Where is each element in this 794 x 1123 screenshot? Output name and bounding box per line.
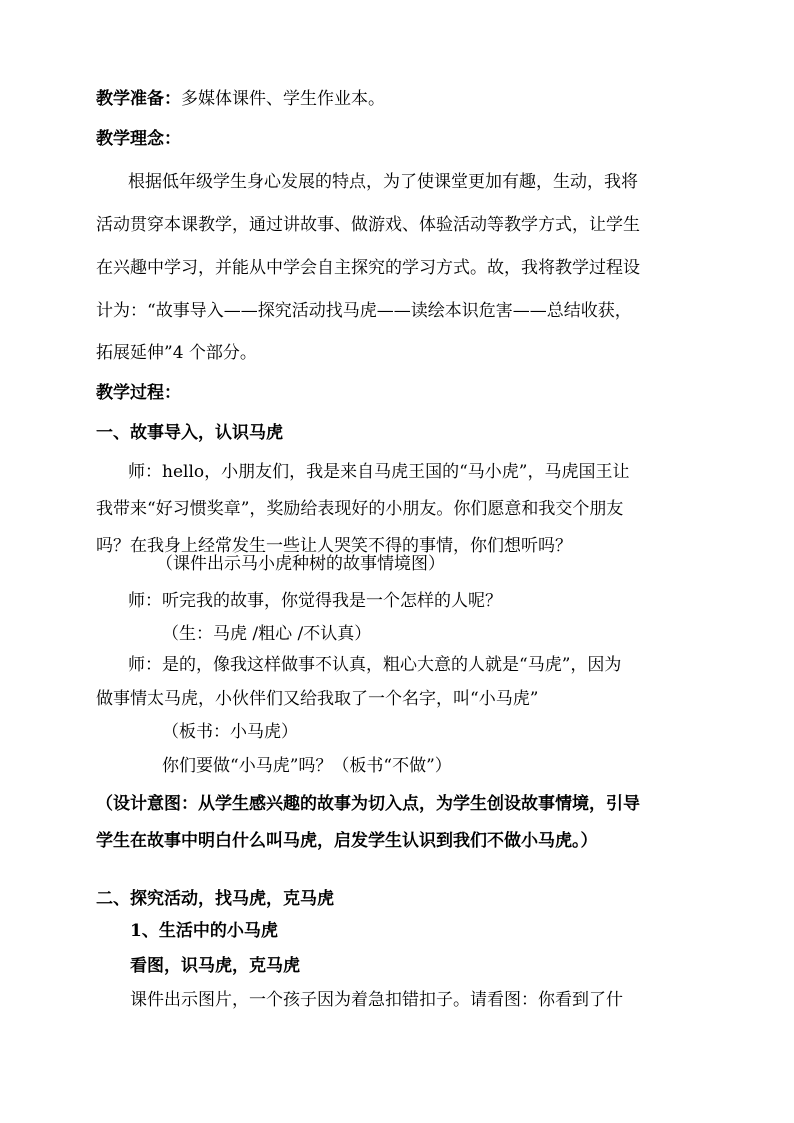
- design-intent-line: （设计意图：从学生感兴趣的故事为切入点，为学生创设故事情境，引导: [96, 794, 640, 814]
- section2-subheading: 看图，识马虎，克马虎: [130, 956, 300, 976]
- section1-note: （生：马虎 /粗心 /不认真）: [162, 624, 372, 644]
- concept-line: 在兴趣中学习，并能从中学会自主探究的学习方式。故，我将教学过程设: [96, 258, 640, 278]
- concept-line: 活动贯穿本课教学，通过讲故事、做游戏、体验活动等教学方式，让学生: [96, 215, 640, 235]
- concept-heading: 教学理念：: [96, 129, 181, 149]
- section2-heading: 二、探究活动，找马虎，克马虎: [96, 889, 334, 909]
- process-heading: 教学过程：: [96, 383, 181, 403]
- section1-note: （板书：小马虎）: [162, 722, 298, 742]
- section2-subheading: 1、生活中的小马虎: [130, 921, 278, 941]
- concept-line: 拓展延伸”4 个部分。: [96, 343, 257, 363]
- section1-line: 师：听完我的故事，你觉得我是一个怎样的人呢？: [128, 591, 502, 611]
- concept-line: 根据低年级学生身心发展的特点，为了使课堂更加有趣，生动，我将: [128, 172, 638, 192]
- section2-text: 课件出示图片，一个孩子因为着急扣错扣子。请看图：你看到了什: [130, 990, 623, 1010]
- section1-line: 你们要做“小马虎”吗？（板书“不做”）: [162, 756, 452, 776]
- section1-line: 吗？在我身上经常发生一些让人哭笑不得的事情，你们想听吗？: [96, 536, 572, 556]
- prep-paragraph: [96, 87, 385, 111]
- prep-label: 教学准备：: [96, 89, 181, 109]
- section1-heading: 一、故事导入，认识马虎: [96, 423, 283, 443]
- section1-line: 师：是的，像我这样做事不认真，粗心大意的人就是“马虎”，因为: [128, 655, 622, 675]
- section1-note: （课件出示马小虎种树的故事情境图）: [156, 554, 445, 574]
- section1-line: 做事情太马虎，小伙伴们又给我取了一个名字，叫“小马虎”: [96, 689, 539, 709]
- prep-text: 多媒体课件、学生作业本。: [181, 89, 385, 109]
- section1-line: 师：hello，小朋友们，我是来自马虎王国的“马小虎”，马虎国王让: [128, 462, 630, 482]
- concept-line: 计为：“故事导入——探究活动找马虎——读绘本识危害——总结收获，: [96, 301, 632, 321]
- design-intent-line: 学生在故事中明白什么叫马虎，启发学生认识到我们不做小马虎。）: [96, 831, 598, 851]
- section1-line: 我带来“好习惯奖章”，奖励给表现好的小朋友。你们愿意和我交个朋友: [96, 499, 624, 519]
